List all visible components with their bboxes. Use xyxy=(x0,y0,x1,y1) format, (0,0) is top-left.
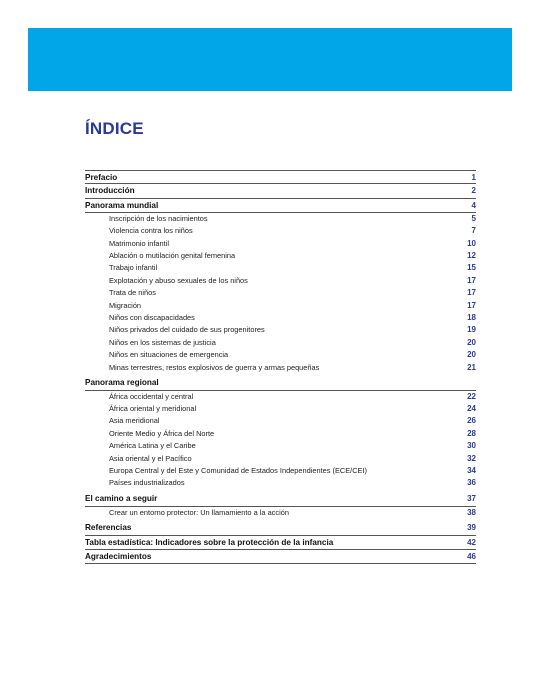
toc-subsection-label: Matrimonio infantil xyxy=(109,238,169,248)
toc-section[interactable] xyxy=(85,492,476,506)
toc-subsection[interactable] xyxy=(85,465,476,477)
toc-subsection-label: Minas terrestres, restos explosivos de guerra y armas pequeñas xyxy=(109,362,320,372)
toc-subsection[interactable] xyxy=(85,337,476,349)
toc-page-number: 12 xyxy=(467,251,476,261)
toc-page-number: 21 xyxy=(467,362,476,372)
toc-section[interactable] xyxy=(85,199,476,213)
toc-page-number: 37 xyxy=(467,494,476,504)
toc-page-number: 32 xyxy=(467,453,476,463)
toc-page-number: 17 xyxy=(467,300,476,310)
toc-subsection[interactable] xyxy=(85,238,476,250)
toc-subsection-label: Asia oriental y el Pacífico xyxy=(109,453,192,463)
toc-page-number: 26 xyxy=(467,416,476,426)
toc-page-number: 19 xyxy=(467,325,476,335)
toc-page-number: 22 xyxy=(467,391,476,401)
toc-section-label: Panorama regional xyxy=(85,378,159,388)
toc-page-number: 18 xyxy=(467,313,476,323)
toc-page-number: 4 xyxy=(471,200,476,210)
toc-subsection-label: Países industrializados xyxy=(109,478,185,488)
toc-subsection[interactable] xyxy=(85,262,476,274)
toc-page-number: 20 xyxy=(467,350,476,360)
toc-subsection[interactable] xyxy=(85,403,476,415)
toc-page-number: 17 xyxy=(467,288,476,298)
toc-section[interactable] xyxy=(85,521,476,535)
toc-subsection[interactable] xyxy=(85,477,476,492)
toc-subsection[interactable] xyxy=(85,415,476,427)
toc-subsection-label: Europa Central y del Este y Comunidad de Estados Independientes (ECE/CEI) xyxy=(109,466,367,476)
toc-subsection[interactable] xyxy=(85,391,476,403)
toc-subsection-label: Niños con discapacidades xyxy=(109,313,195,323)
toc-section[interactable] xyxy=(85,376,476,390)
toc-subsection[interactable] xyxy=(85,428,476,440)
toc-subsection[interactable] xyxy=(85,362,476,377)
toc-subsection[interactable] xyxy=(85,349,476,361)
toc-page-number: 24 xyxy=(467,404,476,414)
toc-section-label: Prefacio xyxy=(85,173,118,182)
toc-subsection[interactable] xyxy=(85,324,476,336)
toc-subsection-label: Niños en los sistemas de justicia xyxy=(109,337,216,347)
toc-page-number: 28 xyxy=(467,428,476,438)
toc-page-number: 5 xyxy=(471,213,476,223)
toc-subsection[interactable] xyxy=(85,507,476,522)
toc-page-number: 39 xyxy=(467,523,476,533)
toc-subsection-label: Asia meridional xyxy=(109,416,160,426)
toc-subsection[interactable] xyxy=(85,225,476,237)
toc-page-number: 1 xyxy=(471,173,476,182)
toc-subsection[interactable] xyxy=(85,275,476,287)
toc-subsection[interactable] xyxy=(85,440,476,452)
toc-subsection[interactable] xyxy=(85,300,476,312)
toc-section[interactable] xyxy=(85,170,476,184)
toc-page-number: 42 xyxy=(467,537,476,547)
toc-page-number: 2 xyxy=(471,186,476,196)
toc-page-number: 30 xyxy=(467,441,476,451)
table-of-contents xyxy=(85,170,476,564)
toc-section[interactable] xyxy=(85,184,476,198)
toc-page-number: 46 xyxy=(467,551,476,561)
toc-section-label: El camino a seguir xyxy=(85,494,158,504)
toc-subsection-label: Inscripción de los nacimientos xyxy=(109,213,208,223)
toc-subsection-label: Trata de niños xyxy=(109,288,156,298)
toc-subsection-label: Violencia contra los niños xyxy=(109,226,193,236)
toc-page-number: 38 xyxy=(467,507,476,517)
toc-subsection[interactable] xyxy=(85,250,476,262)
toc-subsection-label: África oriental y meridional xyxy=(109,404,197,414)
toc-section-label: Panorama mundial xyxy=(85,200,159,210)
toc-subsection-label: Migración xyxy=(109,300,142,310)
toc-page-number: 17 xyxy=(467,275,476,285)
toc-subsection-label: América Latina y el Caribe xyxy=(109,441,196,451)
toc-subsection[interactable] xyxy=(85,287,476,299)
toc-section[interactable] xyxy=(85,536,476,550)
toc-section-label: Referencias xyxy=(85,523,132,533)
toc-subsection-label: Ablación o mutilación genital femenina xyxy=(109,251,236,261)
toc-subsection-label: Trabajo infantil xyxy=(109,263,158,273)
toc-page-number: 36 xyxy=(467,478,476,488)
toc-section[interactable] xyxy=(85,550,476,564)
toc-section-label: Introducción xyxy=(85,186,135,196)
toc-subsection-label: Oriente Medio y África del Norte xyxy=(109,428,215,438)
toc-subsection[interactable] xyxy=(85,453,476,465)
toc-page-number: 20 xyxy=(467,337,476,347)
toc-section-label: Tabla estadística: Indicadores sobre la protección de la infancia xyxy=(85,537,334,547)
toc-subsection-label: Niños privados del cuidado de sus progenitores xyxy=(109,325,265,335)
toc-section-label: Agradecimientos xyxy=(85,551,152,561)
toc-page-number: 15 xyxy=(467,263,476,273)
header-banner xyxy=(28,28,512,91)
toc-page-number: 10 xyxy=(467,238,476,248)
toc-subsection-label: Crear un entorno protector: Un llamamiento a la acción xyxy=(109,507,289,517)
toc-subsection-label: Niños en situaciones de emergencia xyxy=(109,350,229,360)
toc-subsection-label: Explotación y abuso sexuales de los niños xyxy=(109,275,248,285)
page-title: ÍNDICE xyxy=(85,119,144,138)
toc-page-number: 7 xyxy=(471,226,476,236)
toc-page-number: 34 xyxy=(467,466,476,476)
toc-subsection[interactable] xyxy=(85,312,476,324)
toc-subsection-label: África occidental y central xyxy=(109,391,194,401)
toc-subsection[interactable] xyxy=(85,213,476,225)
